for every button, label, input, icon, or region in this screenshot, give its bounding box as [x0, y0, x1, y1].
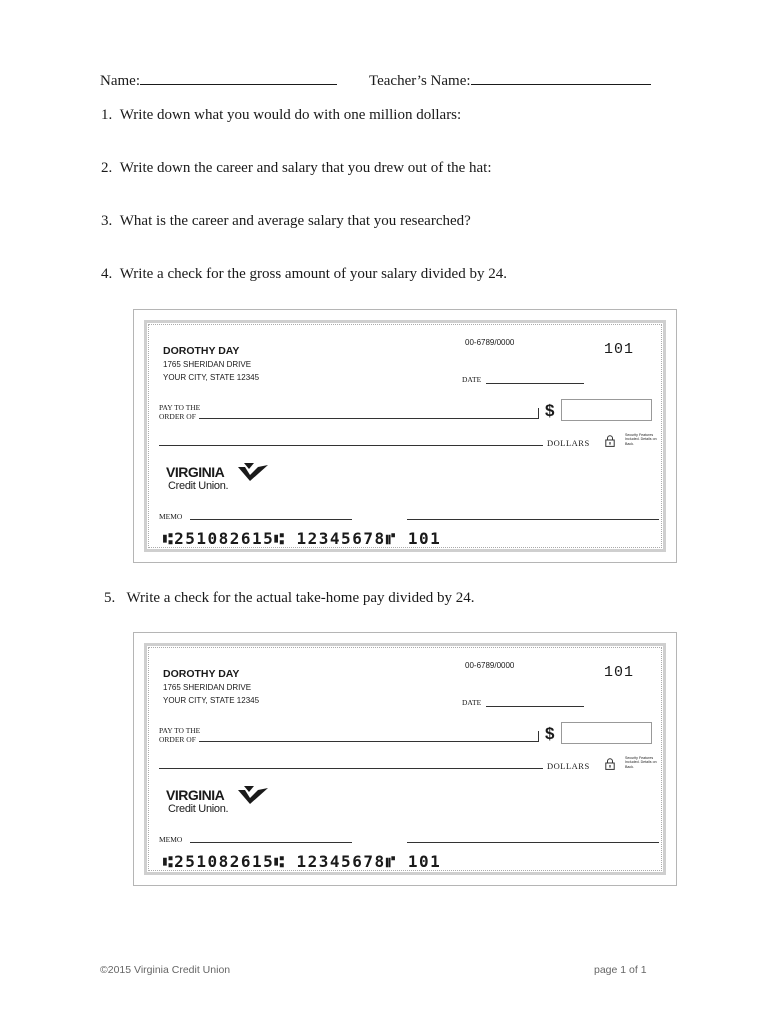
check-number: 101 [604, 664, 635, 681]
payee-field[interactable] [199, 741, 539, 742]
check-body [144, 643, 666, 875]
check-routing-code: 00-6789/0000 [465, 338, 515, 347]
bank-logo-icon [236, 784, 270, 808]
check-date-label: DATE [462, 698, 482, 707]
pay-to-label-2: ORDER OF [159, 735, 196, 744]
signature-field[interactable] [407, 519, 659, 520]
check-address-line1: 1765 SHERIDAN DRIVE [163, 683, 252, 692]
check-routing-code: 00-6789/0000 [465, 661, 515, 670]
footer-copyright: ©2015 Virginia Credit Union [100, 964, 231, 976]
check-address-line2: YOUR CITY, STATE 12345 [163, 696, 260, 705]
check-date-field[interactable] [486, 383, 584, 384]
dollars-label: DOLLARS [547, 438, 590, 448]
amount-box[interactable] [561, 722, 652, 744]
dollars-label: DOLLARS [547, 761, 590, 771]
question-number: 3. [101, 213, 113, 229]
question-text: Write down what you would do with one million dollars: [119, 107, 462, 123]
name-field[interactable] [100, 70, 337, 90]
check-address-line1: 1765 SHERIDAN DRIVE [163, 360, 252, 369]
teacher-name-field[interactable] [369, 70, 651, 90]
bank-logo-icon [236, 461, 270, 485]
check-2 [133, 632, 677, 886]
question-text: Write down the career and salary that you drew out of the hat: [119, 160, 492, 176]
question-number: 4. [101, 266, 113, 282]
amount-words-field[interactable] [159, 768, 543, 769]
question-text: Write a check for the gross amount of your salary divided by 24. [119, 266, 507, 282]
bank-logo-line1: VIRGINIA [166, 787, 225, 803]
amount-words-field[interactable] [159, 445, 543, 446]
bank-logo-line2: Credit Union. [168, 480, 229, 492]
signature-field[interactable] [407, 842, 659, 843]
check-1 [133, 309, 677, 563]
micr-line: ⑆251082615⑆ 12345678⑈ 101 [163, 852, 442, 871]
security-features-note: Security Features Included. Details on Back. [625, 433, 657, 446]
memo-field[interactable] [190, 842, 352, 843]
security-features-note: Security Features Included. Details on Back. [625, 756, 657, 769]
question-number: 5. [104, 590, 116, 606]
payee-end-mark [538, 731, 539, 741]
pay-to-label-1: PAY TO THE [159, 403, 201, 412]
question-text: What is the career and average salary that you researched? [119, 213, 471, 229]
question-1 [101, 107, 461, 124]
memo-label: MEMO [159, 512, 183, 521]
check-holder-name: DOROTHY DAY [163, 345, 240, 357]
name-blank[interactable] [140, 70, 337, 85]
micr-line: ⑆251082615⑆ 12345678⑈ 101 [163, 529, 442, 548]
question-number: 2. [101, 160, 113, 176]
footer-page-number: page 1 of 1 [594, 964, 647, 976]
teacher-name-label: Teacher’s Name: [369, 73, 471, 89]
pay-to-label-1: PAY TO THE [159, 726, 201, 735]
check-number: 101 [604, 341, 635, 358]
check-holder-name: DOROTHY DAY [163, 668, 240, 680]
question-2 [101, 160, 492, 177]
teacher-name-blank[interactable] [471, 70, 651, 85]
question-3 [101, 213, 471, 230]
question-number: 1. [101, 107, 113, 123]
bank-logo-line1: VIRGINIA [166, 464, 225, 480]
pay-to-label-2: ORDER OF [159, 412, 196, 421]
name-label: Name: [100, 73, 140, 89]
check-body [144, 320, 666, 552]
check-address-line2: YOUR CITY, STATE 12345 [163, 373, 260, 382]
question-4 [101, 266, 507, 283]
check-date-field[interactable] [486, 706, 584, 707]
memo-label: MEMO [159, 835, 183, 844]
memo-field[interactable] [190, 519, 352, 520]
payee-end-mark [538, 408, 539, 418]
lock-icon [605, 758, 615, 770]
bank-logo-line2: Credit Union. [168, 803, 229, 815]
amount-box[interactable] [561, 399, 652, 421]
dollar-sign: $ [545, 724, 555, 743]
question-5 [104, 590, 475, 607]
check-date-label: DATE [462, 375, 482, 384]
dollar-sign: $ [545, 401, 555, 420]
payee-field[interactable] [199, 418, 539, 419]
lock-icon [605, 435, 615, 447]
question-text: Write a check for the actual take-home pay divided by 24. [126, 590, 475, 606]
